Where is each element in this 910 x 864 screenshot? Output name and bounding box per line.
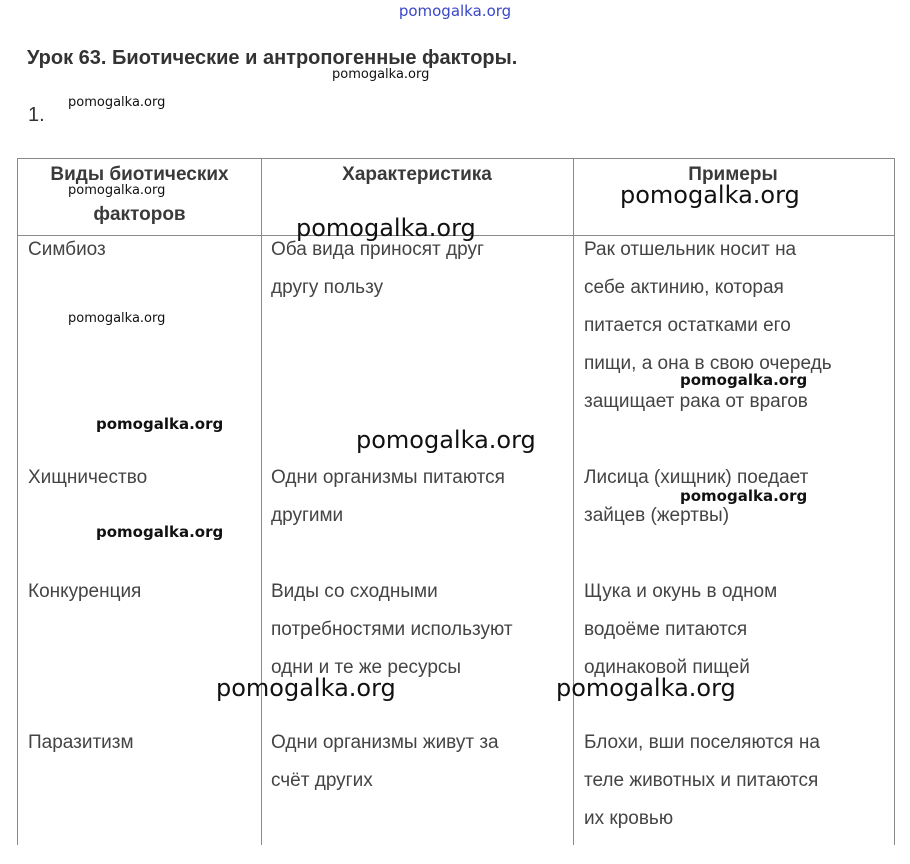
table-cell-description: Одни организмы питаются другими bbox=[271, 467, 505, 526]
table-cell-factor: Симбиоз bbox=[28, 239, 106, 260]
watermark: pomogalka.org bbox=[680, 371, 808, 389]
task-number: 1. bbox=[28, 104, 45, 126]
watermark: pomogalka.org bbox=[96, 415, 224, 433]
watermark: pomogalka.org bbox=[216, 674, 396, 702]
column-divider-2 bbox=[573, 159, 574, 845]
watermark: pomogalka.org bbox=[68, 311, 166, 326]
header-factor-types-line1: Виды биотических bbox=[50, 164, 229, 185]
header-factor-types bbox=[18, 163, 261, 233]
watermark: pomogalka.org bbox=[620, 181, 800, 209]
header-characteristic: Характеристика bbox=[342, 164, 492, 185]
table-cell-factor: Хищничество bbox=[28, 467, 148, 488]
table-cell-example: Блохи, вши поселяются на теле животных и питаются их кровью bbox=[584, 732, 820, 829]
watermark: pomogalka.org bbox=[680, 487, 808, 505]
table-cell-description: Оба вида приносят друг другу пользу bbox=[271, 239, 484, 298]
watermark: pomogalka.org bbox=[96, 523, 224, 541]
watermark: pomogalka.org bbox=[332, 67, 430, 82]
column-divider-1 bbox=[261, 159, 262, 845]
page-title: Урок 63. Биотические и антропогенные факторы. bbox=[27, 47, 518, 69]
table-cell-example: Щука и окунь в одном водоёме питаются одинаковой пищей bbox=[584, 581, 778, 678]
watermark: pomogalka.org bbox=[556, 674, 736, 702]
watermark: pomogalka.org bbox=[68, 183, 166, 198]
table-cell-example: Рак отшельник носит на себе актинию, которая питается остатками его пищи, а она в свою очередь защищает рака от врагов bbox=[584, 239, 832, 412]
table-cell-factor: Конкуренция bbox=[28, 581, 142, 602]
watermark: pomogalka.org bbox=[68, 95, 166, 110]
header-examples: Примеры bbox=[688, 164, 778, 185]
header-factor-types-line2: факторов bbox=[93, 204, 186, 225]
watermark: pomogalka.org bbox=[356, 426, 536, 454]
watermark: pomogalka.org bbox=[296, 214, 476, 242]
table-cell-example: Лисица (хищник) поедает зайцев (жертвы) bbox=[584, 467, 809, 526]
site-watermark-top: pomogalka.org bbox=[398, 2, 512, 20]
table-cell-description: Одни организмы живут за счёт других bbox=[271, 732, 499, 791]
table-cell-factor: Паразитизм bbox=[28, 732, 134, 753]
table-cell-description: Виды со сходными потребностями используют одни и те же ресурсы bbox=[271, 581, 513, 678]
